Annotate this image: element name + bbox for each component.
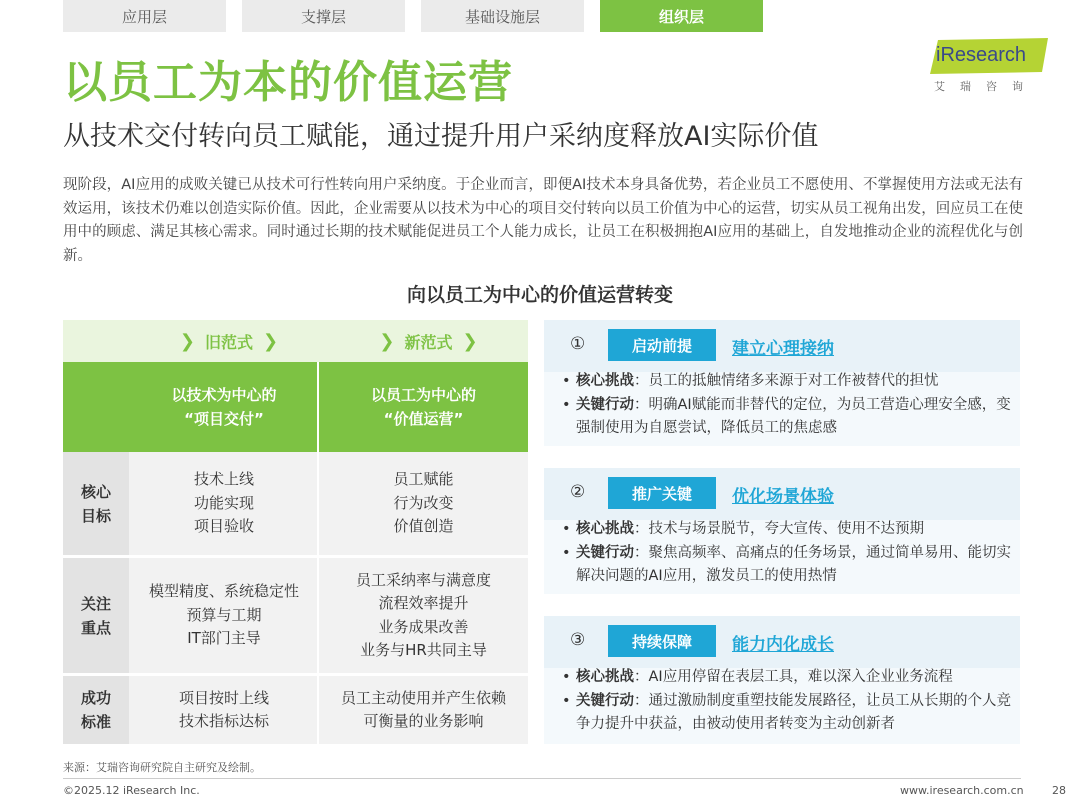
old-paradigm-label: 旧范式: [204, 332, 253, 352]
tab-infrastructure-layer[interactable]: 基础设施层: [421, 0, 584, 32]
tab-organization-layer[interactable]: 组织层: [600, 0, 763, 32]
new-column-heading: [319, 362, 528, 452]
page-number: 28: [1052, 784, 1066, 797]
new-heading-line: 以员工为中心的: [370, 386, 476, 404]
old-cell: 项目按时上线 技术指标达标: [178, 688, 269, 730]
chevron-right-icon: ❯: [263, 330, 279, 352]
stage-card: [544, 616, 1020, 744]
source-note: 来源：艾瑞咨询研究院自主研究及绘制。: [63, 761, 261, 774]
stage-card: [544, 468, 1020, 594]
card-number: ①: [570, 334, 586, 354]
table-row: [63, 676, 528, 744]
new-cell: 员工主动使用并产生依赖 可衡量的业务影响: [340, 688, 506, 730]
old-cell: 模型精度、系统稳定性 预算与工期 IT部门主导: [148, 582, 299, 648]
chevron-right-icon: ❯: [379, 330, 395, 352]
logo-subtitle: 艾瑞咨询: [934, 80, 1038, 93]
card-tag: 启动前提: [608, 329, 716, 361]
card-tag: 持续保障: [608, 625, 716, 657]
action-bullet: • 关键行动：明确AI赋能而非替代的定位，为员工营造心理安全感，变强制使用为自愿尝试，降低员工的焦虑感: [556, 394, 1016, 441]
tab-application-layer[interactable]: 应用层: [63, 0, 226, 32]
tab-support-layer[interactable]: 支撑层: [242, 0, 405, 32]
iresearch-logo: [926, 38, 1052, 96]
new-paradigm-label: 新范式: [404, 332, 453, 352]
row-label: 成功 标准: [63, 676, 129, 744]
chevron-right-icon: ❯: [462, 330, 478, 352]
website-link[interactable]: www.iresearch.com.cn: [900, 784, 1024, 797]
table-paradigm-header: [63, 320, 528, 362]
new-cell: 员工赋能 行为改变 价值创造: [393, 470, 454, 536]
card-body: [556, 666, 1016, 737]
column-divider: [317, 362, 319, 744]
card-number: ②: [570, 482, 586, 502]
row-label: 关注 重点: [63, 558, 129, 673]
page-title: 以员工为本的价值运营: [63, 57, 513, 108]
card-body: [556, 518, 1016, 589]
old-cell: 技术上线 功能实现 项目验收: [193, 470, 254, 536]
chevron-right-icon: ❯: [179, 330, 195, 352]
paradigm-comparison-table: [63, 320, 528, 744]
page-subtitle: 从技术交付转向员工赋能，通过提升用户采纳度释放AI实际价值: [63, 121, 819, 152]
footer-divider: [63, 778, 1021, 779]
challenge-bullet: • 核心挑战：技术与场景脱节，夸大宣传、使用不达预期: [556, 518, 1016, 542]
top-nav-tabs: [63, 0, 763, 32]
old-heading-line: 以技术为中心的: [171, 386, 277, 404]
action-bullet: • 关键行动：通过激励制度重塑技能发展路径，让员工从长期的个人竞争力提升中获益，由被动使用者转变为主动创新者: [556, 690, 1016, 737]
new-heading-line: “价值运营”: [383, 410, 464, 428]
challenge-bullet: • 核心挑战：员工的抵触情绪多来源于对工作被替代的担忧: [556, 370, 1016, 394]
new-cell: 员工采纳率与满意度 流程效率提升 业务成果改善 业务与HR共同主导: [355, 570, 491, 659]
table-row: [63, 558, 528, 673]
intro-paragraph: 现阶段，AI应用的成败关键已从技术可行性转向用户采纳度。于企业而言，即便AI技术本身具备优势，若企业员工不愿使用、不掌握使用方法或无法有效运用，该技术仍难以创造实际价值。因此，企业需要从以技术为中心的项目交付转向以员工价值为中心的运营，切实从员工视角出发，回应员工在使用中的顾虑、满足其核心需求。同时通过长期的技术赋能促进员工个人能力成长，让员工在积极拥抱AI应用的基础上，自发地推动企业的流程优化与创新。: [63, 177, 1023, 264]
new-paradigm-header: [329, 320, 528, 362]
card-heading: 建立心理接纳: [732, 339, 834, 359]
stage-card: [544, 320, 1020, 446]
card-body: [556, 370, 1016, 441]
challenge-bullet: • 核心挑战：AI应用停留在表层工具，难以深入企业业务流程: [556, 666, 1016, 690]
copyright: ©2025.12 iResearch Inc.: [63, 784, 200, 797]
card-heading: 优化场景体验: [732, 487, 834, 507]
section-title: 向以员工为中心的价值运营转变: [406, 284, 673, 306]
action-bullet: • 关键行动：聚焦高频率、高痛点的任务场景，通过简单易用、能切实解决问题的AI应用，激发员工的使用热情: [556, 542, 1016, 589]
card-number: ③: [570, 630, 586, 650]
old-paradigm-header: [129, 320, 329, 362]
card-tag: 推广关键: [608, 477, 716, 509]
card-heading: 能力内化成长: [732, 635, 834, 655]
table-column-headers: [63, 362, 528, 452]
row-label: 核心 目标: [63, 452, 129, 555]
old-heading-line: “项目交付”: [184, 410, 264, 428]
logo-name: iResearch: [936, 44, 1027, 66]
old-column-heading: [129, 362, 319, 452]
table-row: [63, 452, 528, 555]
